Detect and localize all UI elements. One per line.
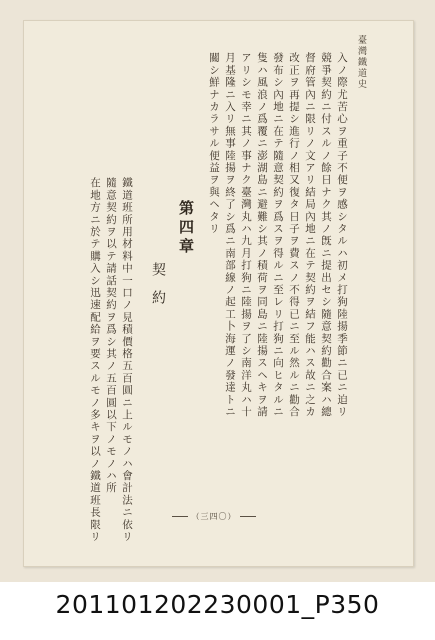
text-column: 月基隆ニ入リ無事陸揚ヲ終了シ爲ニ南部線ノ起工卜海運ノ發達トニ bbox=[224, 52, 236, 418]
page-number: （三四〇） bbox=[191, 512, 237, 521]
text-column: 關シ鮮ナカラサル便益ヲ與ヘタリ bbox=[208, 52, 220, 235]
text-column: 改正ヲ再提シ進行ノ相又復タ日子ヲ費スノ不得已ニ至ル然ルニ勸合 bbox=[288, 52, 300, 418]
text-column: アリシモ幸ニ其ノ事ナク臺灣丸ハ九月打狗ニ陸揚ヲ了シ南洋丸ハ十 bbox=[240, 52, 252, 418]
running-head: 臺灣鐵道史 bbox=[356, 35, 366, 90]
chapter-heading: 第四章 bbox=[177, 200, 195, 257]
text-column: 鐵道班所用材料中一口ノ見積價格五百圓ニ上ルモノハ會計法ニ依リ bbox=[121, 177, 133, 543]
text-column: 入ノ際尤苦心ヲ重子不便ヲ感シタルハ初メ打狗陸揚季節ニ已ニ迫リ bbox=[336, 52, 348, 418]
section-title: 契約 bbox=[150, 262, 166, 318]
text-column: 督府管內ニ限リノ文アリ結局內地ニ在テ契約ヲ結フ能ハス故ニ之カ bbox=[304, 52, 316, 418]
folio-rule-right bbox=[240, 516, 256, 517]
text-column: 發布シ內地ニ在テ隨意契約ヲ爲スヲ得ルニ至レリ打狗ニ向ヒタルニ bbox=[272, 52, 284, 418]
text-column: 在地方ニ於テ購入シ迅速配給ヲ要スルモノ多キヲ以ノ鐵道班長限リ bbox=[89, 177, 101, 543]
text-column: 隻ハ風浪ノ爲覆ニ澎湖島ニ避難シ其ノ積荷ヲ同島ニ陸揚スヘキヲ請 bbox=[256, 52, 268, 418]
image-caption: 20110120223000​1_P350 bbox=[55, 590, 380, 619]
folio-rule-left bbox=[172, 516, 188, 517]
text-column: 競爭契約ニ付スルノ餘日ナク其ノ旣ニ提出セシ隨意契約勸合案ハ總 bbox=[320, 52, 332, 418]
text-column: 隨意契約ヲ以テ請話契約ヲ爲シ其ノ五百圓以下ノモノハ所 bbox=[105, 177, 117, 495]
